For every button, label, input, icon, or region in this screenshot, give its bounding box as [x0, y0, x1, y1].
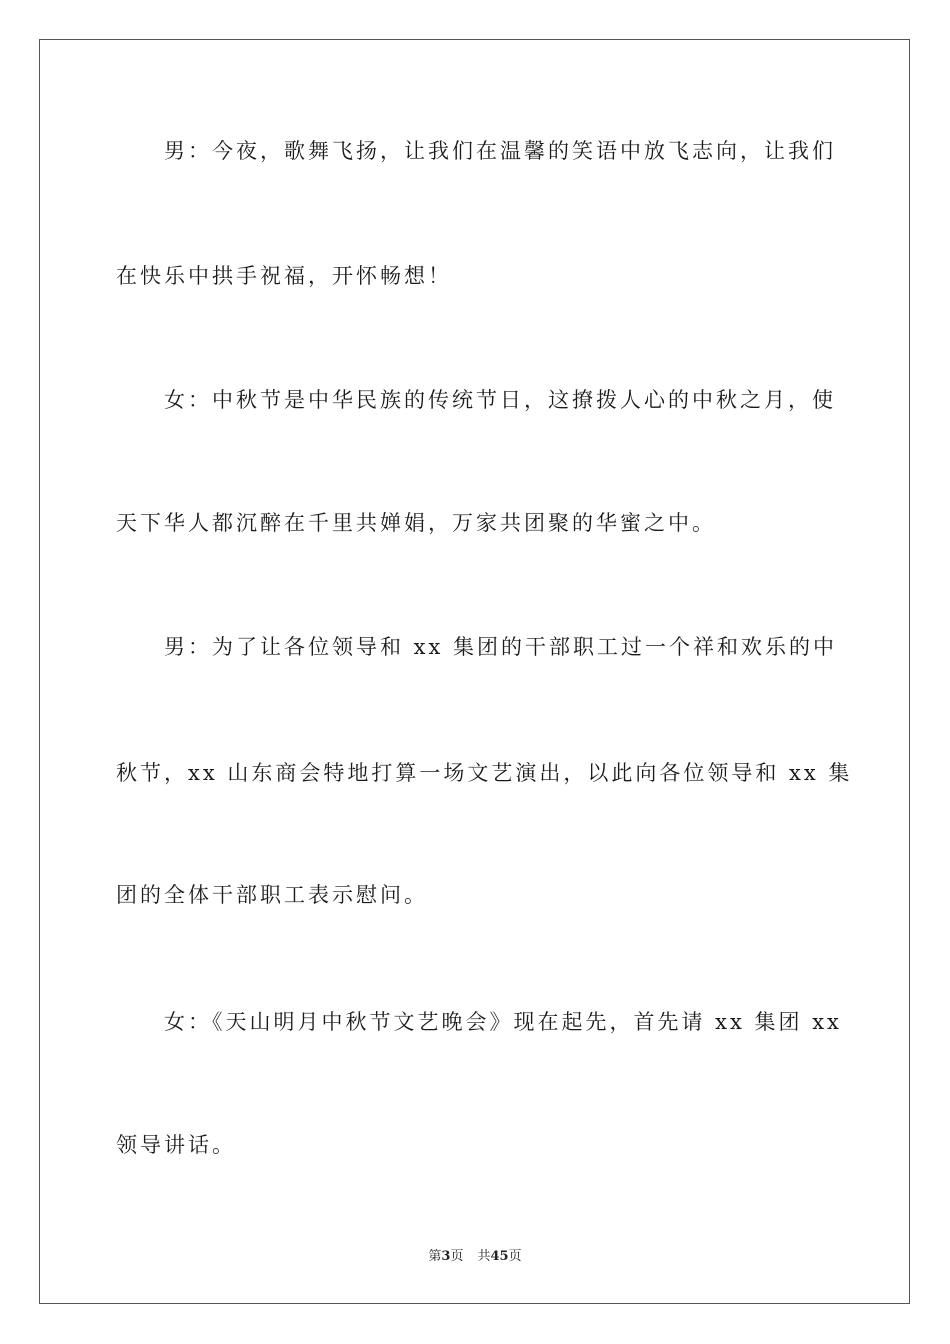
- paragraph-4-line-2: 领导讲话。: [116, 1133, 236, 1157]
- paragraph-4-line-1: 女：《天山明月中秋节文艺晚会》现在起先，首先请 xx 集团 xx: [164, 1010, 842, 1034]
- page-border: [39, 39, 910, 1304]
- paragraph-2-line-2: 天下华人都沉醉在千里共婵娟，万家共团聚的华蜜之中。: [116, 511, 716, 535]
- page-prefix: 第: [428, 1249, 442, 1264]
- total-pages-number: 45: [490, 1249, 509, 1264]
- page-footer: [0, 1245, 950, 1264]
- total-suffix: 页: [508, 1249, 522, 1264]
- paragraph-3-line-1: 男：为了让各位领导和 xx 集团的干部职工过一个祥和欢乐的中: [164, 635, 838, 659]
- current-page-number: 3: [441, 1249, 451, 1264]
- paragraph-2-line-1: 女：中秋节是中华民族的传统节日，这撩拨人心的中秋之月，使: [164, 388, 836, 412]
- total-prefix: 共: [477, 1249, 491, 1264]
- paragraph-3-line-3: 团的全体干部职工表示慰问。: [116, 883, 428, 907]
- paragraph-1-line-1: 男：今夜，歌舞飞扬，让我们在温馨的笑语中放飞志向，让我们: [164, 139, 836, 163]
- paragraph-3-line-2: 秋节，xx 山东商会特地打算一场文艺演出，以此向各位领导和 xx 集: [116, 761, 853, 785]
- page-suffix: 页: [450, 1249, 464, 1264]
- paragraph-1-line-2: 在快乐中拱手祝福，开怀畅想！: [116, 264, 452, 288]
